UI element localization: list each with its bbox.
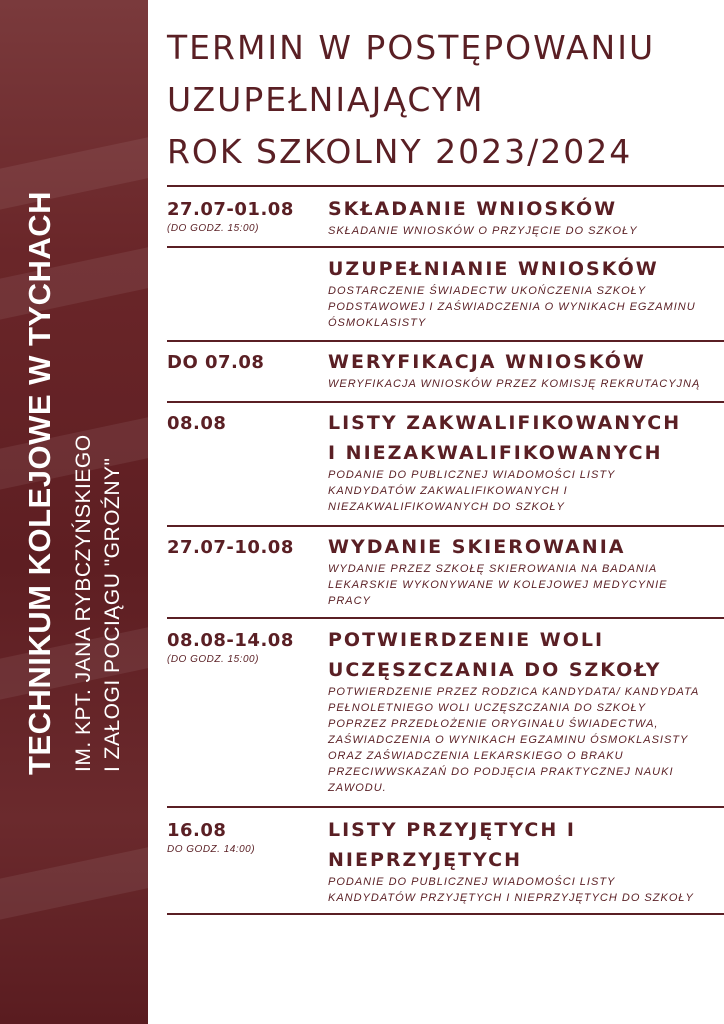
- entry-time-note: (DO GODZ. 15:00): [167, 654, 259, 665]
- entry-heading: WYDANIE SKIEROWANIA: [328, 536, 626, 558]
- entry-time-note: (DO GODZ. 15:00): [167, 223, 259, 234]
- title-line-1: TERMIN W POSTĘPOWANIU: [167, 28, 656, 67]
- entry-date: 08.08: [167, 413, 227, 434]
- entry-description: SKŁADANIE WNIOSKÓW O PRZYJĘCIE DO SZKOŁY: [328, 225, 638, 237]
- divider: [167, 806, 724, 808]
- entry-date: 27.07-10.08: [167, 537, 294, 558]
- entry-description: WERYFIKACJA WNIOSKÓW PRZEZ KOMISJĘ REKRUTACYJNĄ: [328, 378, 701, 390]
- entry-date: 27.07-01.08: [167, 199, 294, 220]
- entry-description: PODANIE DO PUBLICZNEJ WIADOMOŚCI LISTY KANDYDATÓW PRZYJĘTYCH I NIEPRZYJĘTYCH DO SZKOŁY: [328, 876, 694, 904]
- sidebar-photo-panel: [0, 0, 148, 1024]
- entry-heading: POTWIERDZENIE WOLI UCZĘSZCZANIA DO SZKOŁY: [328, 629, 662, 681]
- entry-description: WYDANIE PRZEZ SZKOŁĘ SKIEROWANIA NA BADANIA LEKARSKIE WYKONYWANE W KOLEJOWEJ MEDYCYNIE PRACY: [328, 563, 668, 607]
- patron-line-2: I ZAŁOGI POCIĄGU "GROŹNY": [101, 457, 124, 772]
- divider: [167, 340, 724, 342]
- entry-heading: SKŁADANIE WNIOSKÓW: [328, 198, 618, 220]
- entry-description: PODANIE DO PUBLICZNEJ WIADOMOŚCI LISTY KANDYDATÓW ZAKWALIFIKOWANYCH I NIEZAKWALIFIKOWANYCH DO SZKOŁY: [328, 469, 616, 513]
- divider: [167, 246, 724, 248]
- divider: [167, 525, 724, 527]
- entry-heading: LISTY PRZYJĘTYCH I NIEPRZYJĘTYCH: [328, 819, 576, 871]
- entry-date: DO 07.08: [167, 352, 265, 373]
- entry-description: POTWIERDZENIE PRZEZ RODZICA KANDYDATA/ KANDYDATA PEŁNOLETNIEGO WOLI UCZĘSZCZANIA DO SZKOŁY POPRZEZ PRZEDŁOŻENIE ORYGINAŁU ŚWIADECTWA, ZAŚWIADCZENIA O WYNIKACH EGZAMINU ÓSMOKLASISTY ORAZ ZAŚWIADCZENIA LEKARSKIEGO O BRAKU PRZECIWWSKAZAŃ DO PODJĘCIA PRAKTYCZNEJ NAUKI ZAWODU.: [328, 686, 700, 794]
- entry-heading: UZUPEŁNIANIE WNIOSKÓW: [328, 258, 659, 280]
- divider: [167, 913, 724, 915]
- divider: [167, 401, 724, 403]
- entry-date: 16.08: [167, 820, 227, 841]
- entry-date: 08.08-14.08: [167, 630, 294, 651]
- school-name: TECHNIKUM KOLEJOWE W TYCHACH: [22, 190, 57, 775]
- entry-heading: WERYFIKACJA WNIOSKÓW: [328, 351, 646, 373]
- divider: [167, 617, 724, 619]
- patron-line-1: IM. KPT. JANA RYBCZYŃSKIEGO: [72, 434, 95, 772]
- page-title: [167, 22, 717, 178]
- entry-description: DOSTARCZENIE ŚWIADECTW UKOŃCZENIA SZKOŁY PODSTAWOWEJ I ZAŚWIADCZENIA O WYNIKACH EGZAMINU ÓSMOKLASISTY: [328, 285, 696, 329]
- divider: [167, 185, 724, 187]
- title-line-3: ROK SZKOLNY 2023/2024: [167, 132, 633, 171]
- entry-time-note: DO GODZ. 14:00): [167, 844, 256, 855]
- entry-heading: LISTY ZAKWALIFIKOWANYCH I NIEZAKWALIFIKOWANYCH: [328, 412, 682, 464]
- title-line-2: UZUPEŁNIAJĄCYM: [167, 80, 485, 119]
